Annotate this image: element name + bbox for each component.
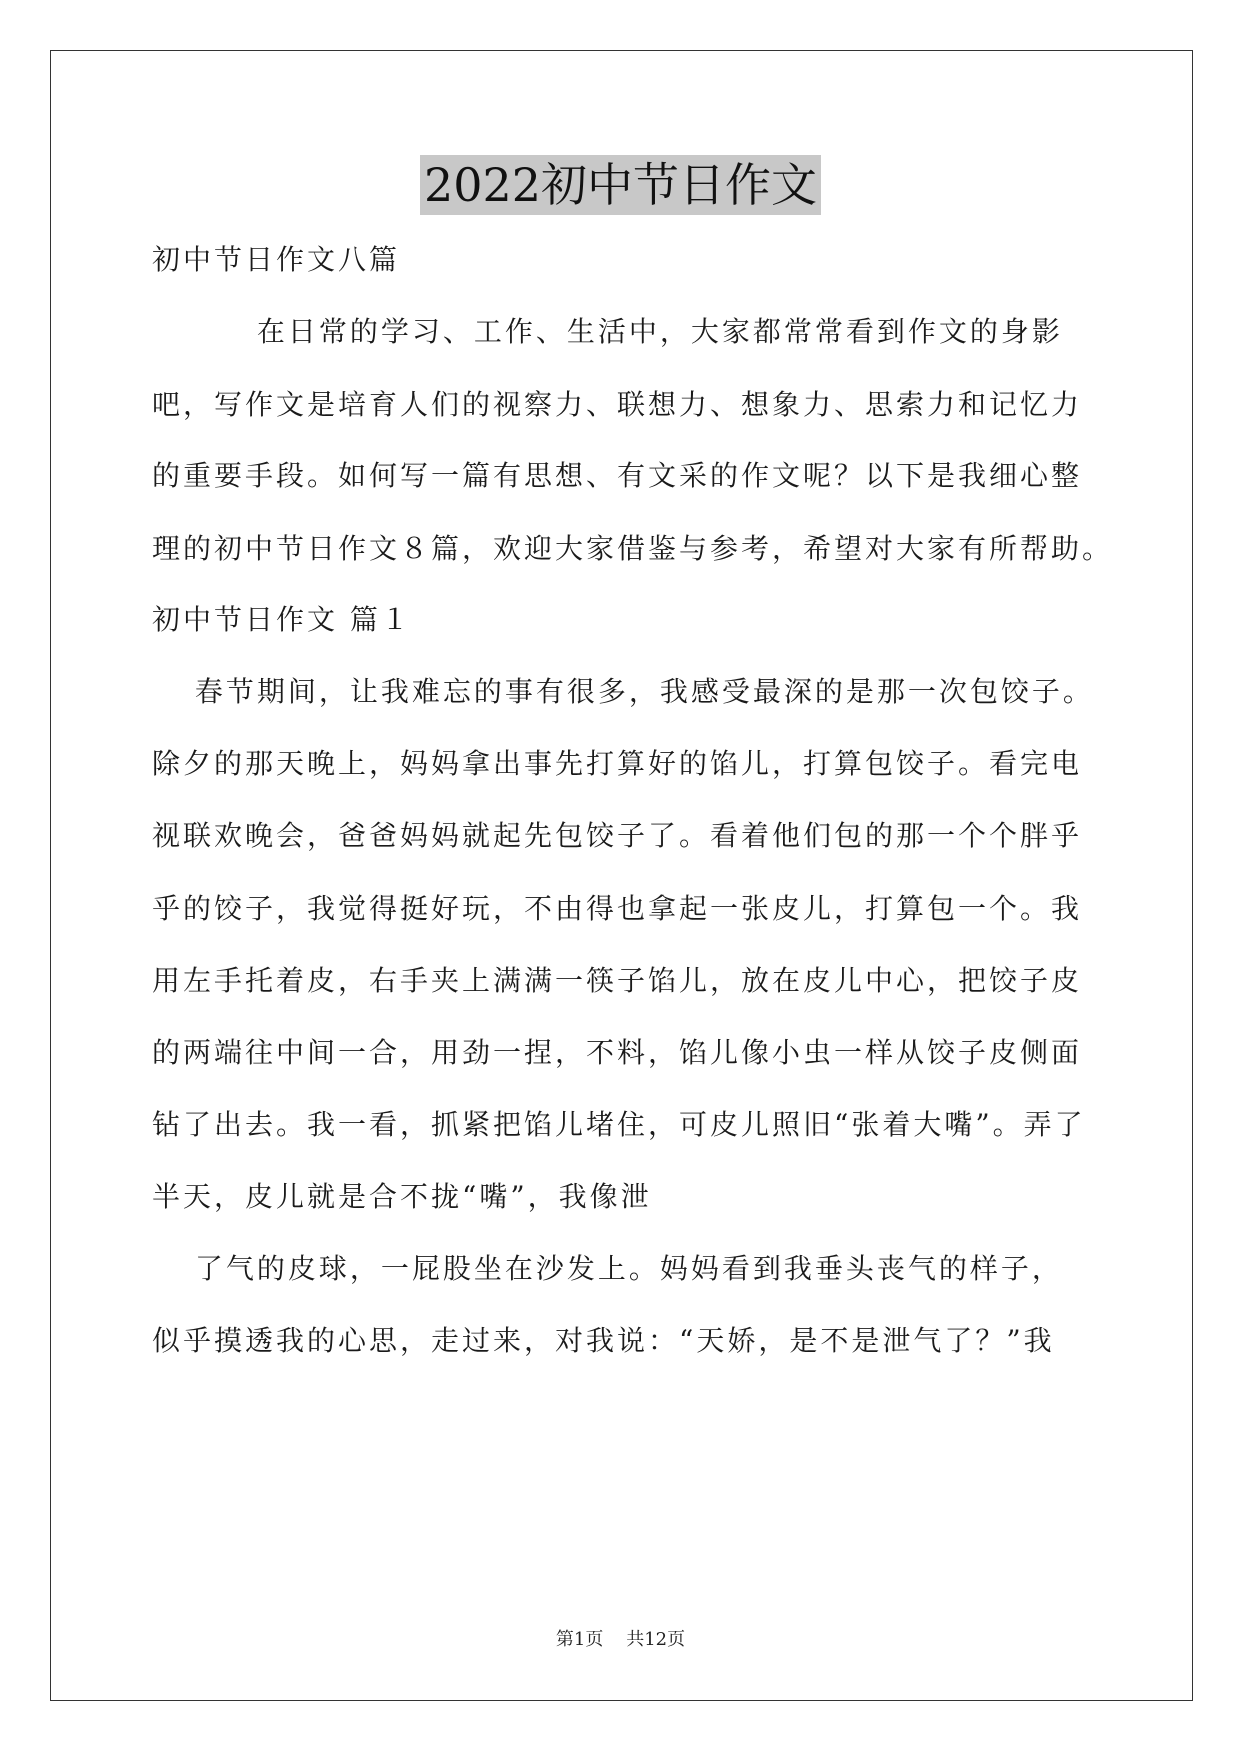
page-number-total: 共12页: [626, 1629, 686, 1650]
body-line: 的两端往中间一合，用劲一捏，不料，馅儿像小虫一样从饺子皮侧面: [152, 1036, 1083, 1069]
body-line: 春节期间，让我难忘的事有很多，我感受最深的是那一次包饺子。: [152, 675, 1094, 708]
body-line: 乎的饺子，我觉得挺好玩，不由得也拿起一张皮儿，打算包一个。我: [152, 892, 1083, 925]
page-footer: [0, 1628, 1241, 1652]
body-line: 半天，皮儿就是合不拢“嘴”，我像泄: [152, 1180, 652, 1213]
title-container: [0, 155, 1241, 215]
document-title: 2022初中节日作文: [420, 155, 821, 215]
body-line: 钻了出去。我一看，抓紧把馅儿堵住，可皮儿照旧“张着大嘴”。弄了: [152, 1108, 1086, 1141]
body-line: 了气的皮球，一屁股坐在沙发上。妈妈看到我垂头丧气的样子，: [152, 1252, 1063, 1285]
body-line: 吧，写作文是培育人们的视察力、联想力、想象力、思索力和记忆力: [152, 388, 1083, 421]
page-number-current: 第1页: [555, 1629, 604, 1650]
page-border: [50, 50, 1193, 1701]
subtitle-line: 初中节日作文八篇: [152, 243, 401, 276]
section-heading: 初中节日作文 篇１: [152, 603, 412, 636]
body-line: 理的初中节日作文８篇，欢迎大家借鉴与参考，希望对大家有所帮助。: [152, 532, 1114, 565]
body-line: 的重要手段。如何写一篇有思想、有文采的作文呢？以下是我细心整: [152, 459, 1083, 492]
body-line: 除夕的那天晚上，妈妈拿出事先打算好的馅儿，打算包饺子。看完电: [152, 747, 1083, 780]
body-line: 似乎摸透我的心思，走过来，对我说：“天娇，是不是泄气了？”我: [152, 1324, 1055, 1357]
body-line: 在日常的学习、工作、生活中，大家都常常看到作文的身影: [152, 315, 1063, 348]
body-line: 用左手托着皮，右手夹上满满一筷子馅儿，放在皮儿中心，把饺子皮: [152, 964, 1083, 997]
body-line: 视联欢晚会，爸爸妈妈就起先包饺子了。看着他们包的那一个个胖乎: [152, 819, 1083, 852]
